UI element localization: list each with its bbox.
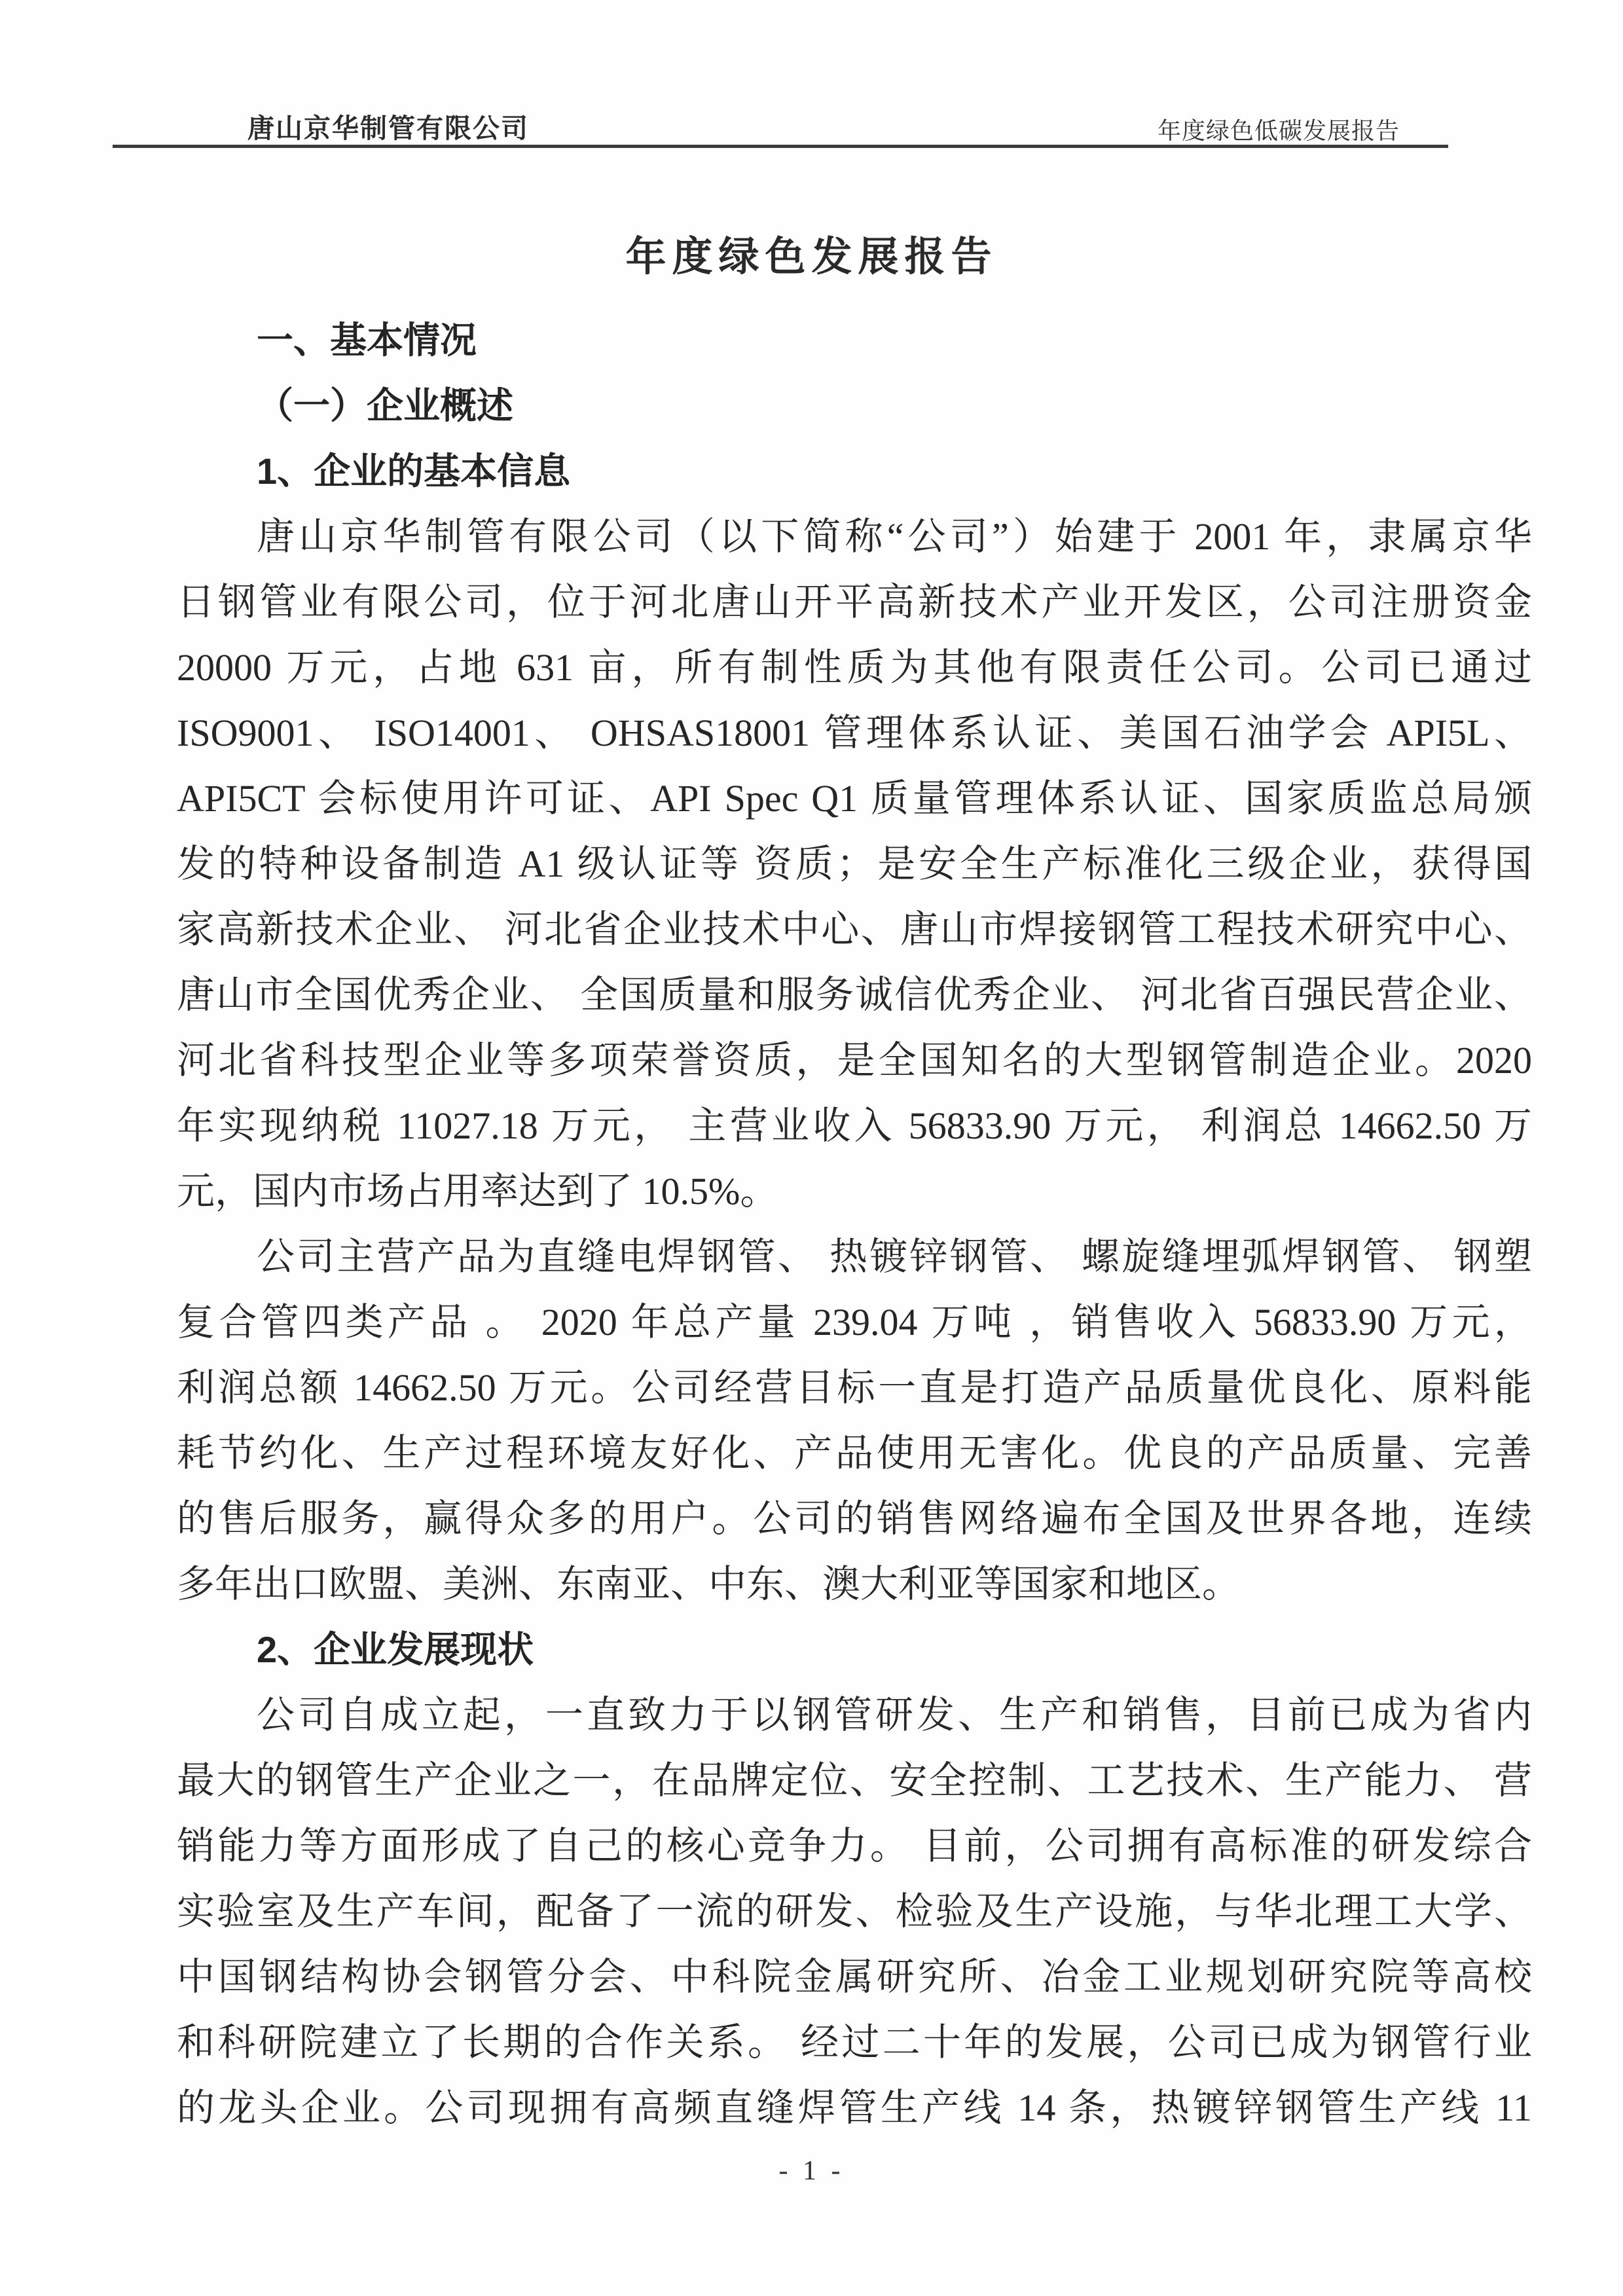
section-heading-company-overview: （一）企业概述 (257, 385, 513, 426)
body-line: 中国钢结构协会钢管分会、中科院金属研究所、冶金工业规划研究院等高校 (177, 1956, 1532, 1998)
body-line: 元，国内市场占用率达到了 10.5%。 (177, 1170, 778, 1212)
body-line: 复合管四类产品 。 2020 年总产量 239.04 万吨 ，销售收入 56833.90 万元， (177, 1301, 1532, 1343)
header-report-name: 年度绿色低碳发展报告 (1158, 118, 1400, 144)
page-number: - 1 - (778, 2156, 845, 2186)
body-line: 和科研院建立了长期的合作关系。 经过二十年的发展，公司已成为钢管行业 (177, 2021, 1532, 2064)
document-body (177, 308, 1532, 2141)
document-title: 年度绿色发展报告 (625, 234, 998, 280)
body-line: 家高新技术企业、 河北省企业技术中心、唐山市焊接钢管工程技术研究中心、 (177, 908, 1532, 951)
body-line: 的龙头企业。公司现拥有高频直缝焊管生产线 14 条，热镀锌钢管生产线 11 (177, 2086, 1532, 2129)
header-divider-line (113, 145, 1448, 148)
body-line: 实验室及生产车间，配备了一流的研发、检验及生产设施，与华北理工大学、 (177, 1890, 1532, 1933)
body-line: 多年出口欧盟、美洲、东南亚、中东、澳大利亚等国家和地区。 (177, 1563, 1241, 1605)
header-company-name: 唐山京华制管有限公司 (247, 113, 529, 143)
body-line: 最大的钢管生产企业之一，在品牌定位、安全控制、工艺技术、生产能力、 营 (177, 1759, 1532, 1802)
body-line: 耗节约化、生产过程环境友好化、产品使用无害化。优良的产品质量、完善 (177, 1432, 1532, 1474)
body-line: API5CT 会标使用许可证、API Spec Q1 质量管理体系认证、国家质监总局颁 (177, 777, 1532, 820)
section-heading-basic-company-info: 1、企业的基本信息 (257, 450, 571, 492)
body-line: 河北省科技型企业等多项荣誉资质，是全国知名的大型钢管制造企业。2020 (177, 1039, 1532, 1082)
body-line: 销能力等方面形成了自己的核心竞争力。 目前，公司拥有高标准的研发综合 (177, 1825, 1532, 1867)
body-line: 唐山市全国优秀企业、 全国质量和服务诚信优秀企业、 河北省百强民营企业、 (177, 974, 1532, 1016)
body-line: 利润总额 14662.50 万元。公司经营目标一直是打造产品质量优良化、原料能 (177, 1366, 1532, 1409)
body-line: 公司自成立起，一直致力于以钢管研发、生产和销售，目前已成为省内 (257, 1694, 1532, 1736)
body-line: 日钢管业有限公司，位于河北唐山开平高新技术产业开发区，公司注册资金 (177, 581, 1532, 623)
body-line: 年实现纳税 11027.18 万元， 主营业收入 56833.90 万元， 利润总 14662.50 万 (177, 1104, 1532, 1147)
body-line: 唐山京华制管有限公司（以下简称“公司”）始建于 2001 年，隶属京华 (257, 515, 1532, 558)
section-heading-basic-info: 一、基本情况 (257, 319, 477, 361)
body-line: ISO9001、 ISO14001、 OHSAS18001 管理体系认证、美国石油学会 API5L、 (177, 712, 1532, 754)
body-line: 的售后服务，赢得众多的用户。公司的销售网络遍布全国及世界各地，连续 (177, 1497, 1532, 1540)
body-line: 发的特种设备制造 A1 级认证等 资质；是安全生产标准化三级企业，获得国 (177, 843, 1532, 885)
body-line: 20000 万元，占地 631 亩，所有制性质为其他有限责任公司。公司已通过 (177, 646, 1532, 689)
body-line: 公司主营产品为直缝电焊钢管、 热镀锌钢管、 螺旋缝埋弧焊钢管、 钢塑 (257, 1235, 1532, 1278)
section-heading-development-status: 2、企业发展现状 (257, 1629, 534, 1670)
